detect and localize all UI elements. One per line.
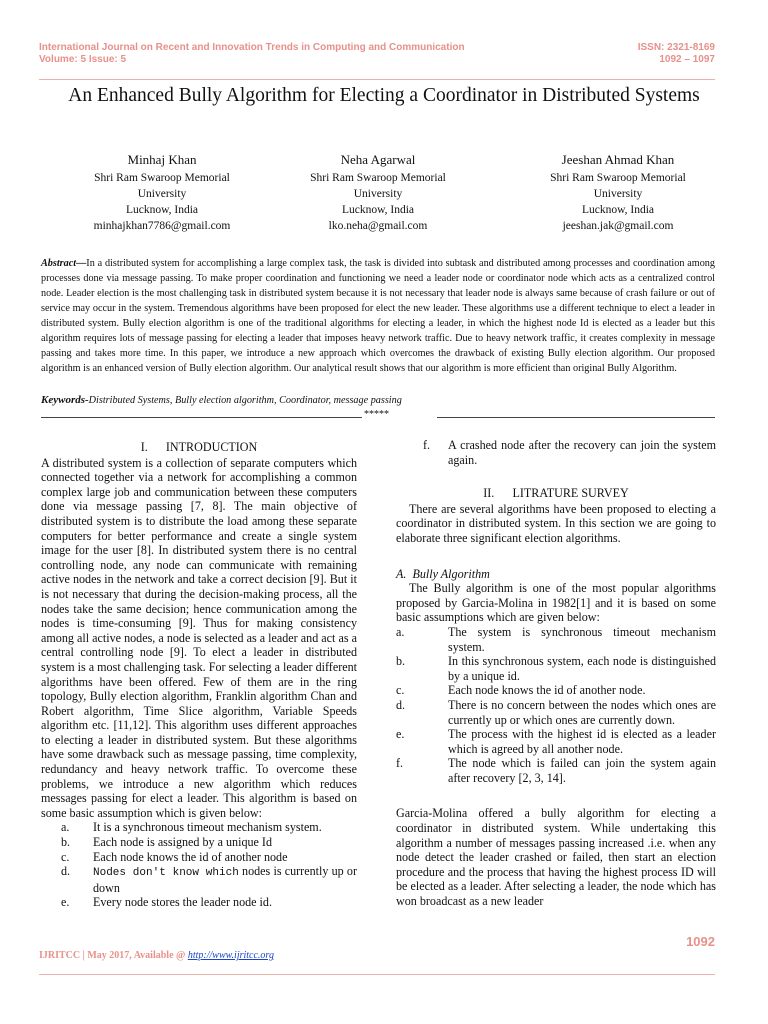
- list-text: Every node stores the leader node id.: [93, 895, 272, 910]
- abstract: [41, 256, 715, 376]
- author-name: Jeeshan Ahmad Khan: [561, 152, 675, 167]
- list-text: Each node knows the id of another node: [93, 849, 288, 864]
- right-column: [396, 438, 716, 909]
- list-text: The process with the highest id is elected as a leader which is agreed by all another node.: [448, 727, 716, 756]
- assumption-list-continued: [396, 438, 716, 467]
- list-marker: e.: [61, 895, 70, 910]
- author-block: [278, 152, 478, 234]
- author-city: Lucknow, India: [341, 204, 415, 216]
- list-item: [396, 698, 716, 727]
- survey-paragraph: There are several algorithms have been proposed to electing a coordinator in distributed system. In this section we are going to elaborate three significant election algorithms.: [396, 501, 716, 545]
- author-block: [62, 152, 262, 234]
- section-title: LITRATURE SURVEY: [512, 486, 629, 501]
- footer-text: IJRITCC | May 2017, Available @: [39, 950, 188, 961]
- journal-header: [39, 42, 465, 65]
- keywords: [41, 394, 402, 406]
- intro-paragraph: A distributed system is a collection of separate computers which connected together via a network for accomplishing a common complex large job and communication between these computers done via message passing [7, 8]. The main objective of distributed system is to distribute the load among these separate computers for better performance and create a single system image for the user [8]. In distributed system there is no central controlling node, any node can communicate with remaining active nodes in the network and take a correct decision [9]. But it is not necessary that during the decision-making process, all the nodes take the same decision; hence communication among the nodes is time-consuming [9]. Thus for making consistency among all active nodes, a node is selected as a leader and act as a central controlling node [9]. To elect a leader in distributed system is a most challenging task. For selecting a leader different algorithms have been offered. Few of them are in the ring topology, Bully election algorithm, Franklin algorithm Chan and Robert algorithm, Time Slice algorithm, Variable Speeds algorithm etc. [11,12]. This algorithm uses different approaches to electing a leader in distributed system. But these algorithms have some drawback such as message passing, time complexity, redundancy and heavy network traffic. To overcome these problems, we introduce a new algorithm which reduces messages passing for elect a leader. This algorithm is based on some basic assumption which is given below:: [41, 455, 357, 820]
- list-item: [396, 438, 716, 467]
- section-separator: [41, 409, 715, 423]
- list-marker: c.: [61, 849, 70, 864]
- list-marker: d.: [61, 864, 71, 879]
- list-text: Each node is assigned by a unique Id: [93, 835, 273, 850]
- subsection-heading: [396, 567, 716, 582]
- author-affiliation-2: University: [353, 188, 403, 200]
- author-name: Minhaj Khan: [127, 152, 197, 167]
- author-email: jeeshan.jak@gmail.com: [562, 220, 674, 232]
- keywords-label: Keywords-: [41, 394, 89, 406]
- list-text: The node which is failed can join the system again after recovery [2, 3, 14].: [448, 756, 716, 785]
- list-item: [396, 756, 716, 785]
- list-item: [396, 683, 716, 698]
- list-marker: a.: [396, 624, 405, 639]
- journal-volume: Volume: 5 Issue: 5: [39, 53, 127, 65]
- abstract-label: Abstract—: [41, 258, 87, 269]
- author-affiliation: Shri Ram Swaroop Memorial: [550, 172, 686, 184]
- subsection-number: A.: [396, 566, 407, 581]
- page-number: 1092: [686, 934, 715, 949]
- section-number: I.: [140, 440, 148, 454]
- author-block: [518, 152, 718, 234]
- list-item: [396, 654, 716, 683]
- author-email: lko.neha@gmail.com: [328, 220, 428, 232]
- list-marker: a.: [61, 820, 70, 835]
- bully-paragraph: The Bully algorithm is one of the most popular algorithms proposed by Garcia-Molina in 1982[1] and it is based on some basic assumptions which are given below:: [396, 581, 716, 625]
- keywords-text: Distributed Systems, Bully election algorithm, Coordinator, message passing: [88, 395, 402, 406]
- bully-assumption-list: [396, 625, 716, 786]
- closing-paragraph: Garcia-Molina offered a bully algorithm for electing a coordinator in distributed system. While undertaking this algorithm a number of messages passing increased .i.e. when any node detect the leader crashed or failed, then start an election procedure and the process that having the highest process ID will be elected as a leader. After selecting a leader, the node which has won broadcast as a new leader: [396, 806, 716, 909]
- list-marker: e.: [396, 727, 405, 742]
- list-text: Each node knows the id of another node.: [448, 683, 646, 698]
- list-text: It is a synchronous timeout mechanism system.: [93, 820, 322, 835]
- list-marker: c.: [396, 683, 405, 698]
- list-text: In this synchronous system, each node is distinguished by a unique id.: [448, 654, 716, 683]
- author-affiliation-2: University: [593, 188, 643, 200]
- journal-link[interactable]: http://www.ijritcc.org: [187, 950, 274, 961]
- author-affiliation: Shri Ram Swaroop Memorial: [310, 172, 446, 184]
- list-marker: f.: [396, 756, 404, 771]
- left-column: [41, 440, 357, 910]
- list-marker: d.: [396, 697, 406, 712]
- issn: ISSN: 2321-8169: [637, 42, 715, 53]
- list-item: [41, 864, 357, 895]
- author-affiliation-2: University: [137, 188, 187, 200]
- list-item: [41, 835, 357, 850]
- paper-title: An Enhanced Bully Algorithm for Electing a Coordinator in Distributed Systems: [68, 85, 700, 106]
- author-city: Lucknow, India: [125, 204, 199, 216]
- list-marker: f.: [423, 438, 431, 452]
- section-heading: [41, 440, 357, 455]
- separator-line-left: [41, 417, 362, 418]
- abstract-text: In a distributed system for accomplishing a large complex task, the task is divided into subtask and distributed among processes and coordination among processes done via message passing. To make proper coordination and functioning we need a leader node or coordinator node which acts as a centralized control node. Leader election is the most challenging task in distributed system because it is not necessary that leader node is always same because of crash failure or out of service may occur in the system. Tremendous algorithms have been proposed for elect the new leader. These algorithms use a different technique to elect a leader in distributed system. Bully election algorithm is one of the traditional algorithms for electing a leader, in which the highest node Id is elected as a leader but this algorithm requires lots of message passing for electing a leader that imposes heavy network traffic. Due to heavy network traffic, it creates complexity in message passing and takes more time. In this paper, we introduce a new approach which overcomes the drawback of existing Bully election algorithm. Our proposed algorithm is an enhanced version of Bully election algorithm. Our analytical result shows that our algorithm is more efficient than original Bully Algorithm.: [41, 258, 715, 374]
- list-item: [41, 820, 357, 835]
- author-name: Neha Agarwal: [340, 152, 416, 167]
- list-text-mono: Nodes don't know which: [93, 867, 239, 880]
- footer-divider: [39, 974, 715, 975]
- list-text: The system is synchronous timeout mechanism system.: [448, 624, 716, 654]
- journal-name: International Journal on Recent and Innovation Trends in Computing and Communication: [39, 42, 465, 53]
- header-divider: [39, 79, 715, 80]
- list-item: [41, 895, 357, 910]
- author-email: minhajkhan7786@gmail.com: [93, 220, 231, 232]
- list-text: nodes is currently up or down: [93, 864, 357, 895]
- page-range: 1092 – 1097: [659, 53, 715, 65]
- list-marker: b.: [61, 835, 71, 850]
- footer: [39, 950, 274, 961]
- section-title: INTRODUCTION: [165, 440, 258, 454]
- issn-block: [638, 42, 715, 65]
- list-marker: b.: [396, 654, 406, 669]
- separator-line-right: [437, 417, 715, 418]
- author-city: Lucknow, India: [581, 204, 655, 216]
- list-text: There is no concern between the nodes which ones are currently up or which ones are currently down.: [448, 697, 716, 727]
- separator-stars: *****: [364, 409, 389, 420]
- author-affiliation: Shri Ram Swaroop Memorial: [94, 172, 230, 184]
- list-item: [41, 850, 357, 865]
- section-number: II.: [483, 486, 495, 501]
- list-item: [396, 727, 716, 756]
- assumption-list: [41, 820, 357, 910]
- list-item: [396, 625, 716, 654]
- subsection-title: Bully Algorithm: [412, 566, 490, 581]
- list-text: A crashed node after the recovery can join the system again.: [448, 438, 716, 467]
- section-heading: [396, 486, 716, 501]
